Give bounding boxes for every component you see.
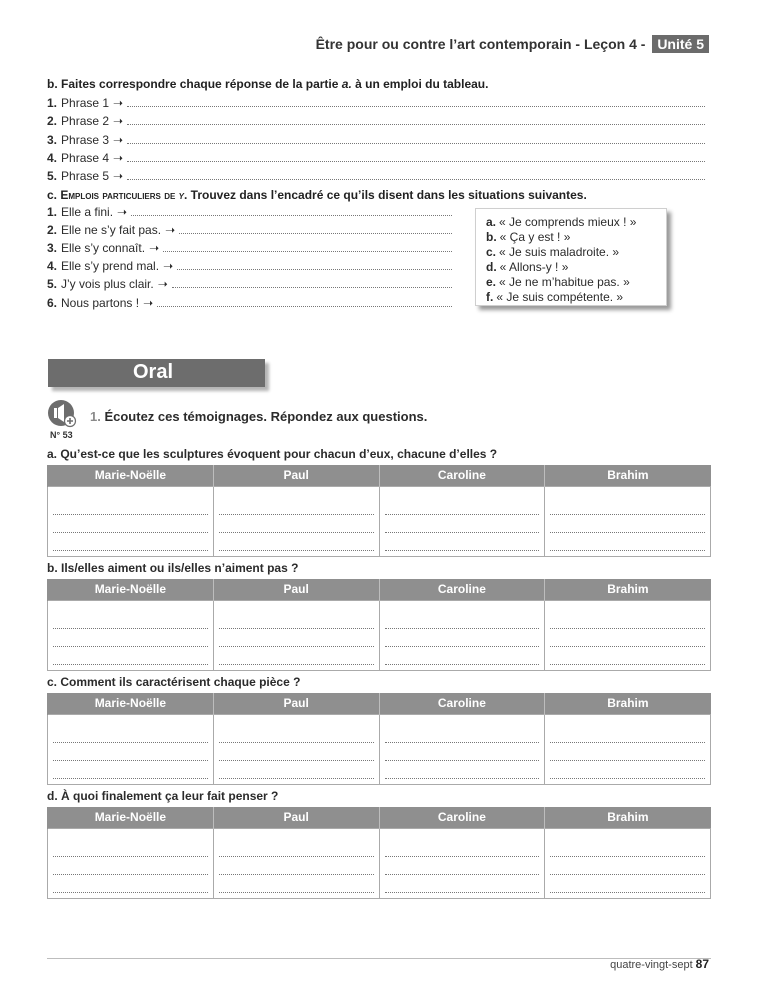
part-b-item-2[interactable] (47, 114, 705, 128)
item-number: 5. (47, 169, 58, 183)
answer-cell[interactable] (545, 600, 711, 670)
part-b-instruction (47, 77, 488, 91)
arrow-icon: ➝ (113, 151, 124, 165)
item-number: 6. (47, 296, 58, 310)
part-c-instruction-suffix: . Trouvez dans l’encadré ce qu’ils disent dans les situations suivantes. (184, 188, 587, 202)
answer-line[interactable] (127, 179, 705, 180)
item-text: Elle a fini. (61, 205, 114, 219)
answer-line[interactable] (172, 287, 452, 288)
part-c-instruction-y: y (178, 188, 184, 202)
answer-text: « Allons-y ! » (499, 260, 569, 274)
part-b-item-5[interactable] (47, 169, 705, 183)
column-header: Brahim (545, 579, 711, 600)
answer-text: « Ça y est ! » (499, 230, 571, 244)
column-header: Paul (213, 465, 379, 486)
arrow-icon: ➝ (113, 114, 124, 128)
page-footer (610, 957, 709, 971)
answer-text: « Je comprends mieux ! » (499, 215, 637, 229)
arrow-icon: ➝ (143, 296, 154, 310)
arrow-icon: ➝ (165, 223, 176, 237)
arrow-icon: ➝ (117, 205, 128, 219)
part-b-instruction-prefix: b. Faites correspondre chaque réponse de la partie (47, 77, 342, 91)
part-c-item-1[interactable] (47, 205, 452, 219)
column-header: Brahim (545, 465, 711, 486)
answer-line[interactable] (163, 251, 452, 252)
answer-line[interactable] (127, 124, 705, 125)
answer-box (475, 208, 667, 306)
item-number: 1. (47, 96, 58, 110)
exercise-title-text: Écoutez ces témoignages. Répondez aux questions. (100, 409, 428, 424)
item-text: Phrase 3 (61, 133, 110, 147)
answer-line[interactable] (127, 143, 705, 144)
item-number: 3. (47, 133, 58, 147)
answer-table-a (47, 465, 711, 557)
answer-cell[interactable] (48, 486, 214, 556)
question-d: d. À quoi finalement ça leur fait penser ? (47, 789, 279, 803)
answer-cell[interactable] (213, 714, 379, 784)
answer-line[interactable] (177, 269, 452, 270)
item-number: 5. (47, 277, 58, 291)
item-number: 3. (47, 241, 58, 255)
answer-cell[interactable] (379, 600, 545, 670)
column-header: Marie-Noëlle (48, 579, 214, 600)
arrow-icon: ➝ (149, 241, 160, 255)
column-header: Paul (213, 807, 379, 828)
table-row (48, 828, 711, 898)
item-text: Nous partons ! (61, 296, 140, 310)
answer-line[interactable] (157, 306, 452, 307)
part-c-item-3[interactable] (47, 241, 452, 255)
part-b-item-4[interactable] (47, 151, 705, 165)
item-text: J’y vois plus clair. (61, 277, 154, 291)
answer-key: d. (486, 260, 497, 274)
answer-key: a. (486, 215, 497, 229)
answer-cell[interactable] (48, 600, 214, 670)
answer-cell[interactable] (545, 714, 711, 784)
header-title: Être pour ou contre l’art contemporain - Leçon 4 - (315, 36, 646, 52)
item-text: Phrase 1 (61, 96, 110, 110)
answer-table-c (47, 693, 711, 785)
part-b-item-1[interactable] (47, 96, 705, 110)
column-header: Paul (213, 693, 379, 714)
answer-cell[interactable] (545, 486, 711, 556)
part-b-item-3[interactable] (47, 133, 705, 147)
table-header-row (48, 693, 711, 714)
answer-line[interactable] (127, 161, 705, 162)
column-header: Brahim (545, 807, 711, 828)
item-text: Elle ne s’y fait pas. (61, 223, 162, 237)
answer-option-e (486, 275, 666, 290)
answer-option-c (486, 245, 666, 260)
answer-option-b (486, 230, 666, 245)
arrow-icon: ➝ (113, 169, 124, 183)
item-number: 1. (47, 205, 58, 219)
item-text: Phrase 4 (61, 151, 110, 165)
item-text: Phrase 5 (61, 169, 110, 183)
item-number: 2. (47, 223, 58, 237)
part-c-item-2[interactable] (47, 223, 452, 237)
item-number: 2. (47, 114, 58, 128)
answer-key: f. (486, 290, 494, 304)
table-row (48, 714, 711, 784)
item-text: Phrase 2 (61, 114, 110, 128)
unit-badge: Unité 5 (652, 35, 709, 53)
answer-table-d (47, 807, 711, 899)
answer-option-f (486, 290, 666, 305)
column-header: Caroline (379, 465, 545, 486)
table-row (48, 486, 711, 556)
part-c-instruction-prefix: c. (47, 188, 61, 202)
question-b: b. Ils/elles aiment ou ils/elles n’aiment pas ? (47, 561, 299, 575)
answer-cell[interactable] (48, 828, 214, 898)
arrow-icon: ➝ (113, 96, 124, 110)
item-number: 4. (47, 151, 58, 165)
oral-section-banner (48, 359, 265, 387)
column-header: Paul (213, 579, 379, 600)
table-row (48, 600, 711, 670)
answer-table-b (47, 579, 711, 671)
answer-cell[interactable] (213, 600, 379, 670)
column-header: Caroline (379, 693, 545, 714)
page-header (316, 36, 709, 52)
answer-key: c. (486, 245, 497, 259)
column-header: Caroline (379, 579, 545, 600)
table-header-row (48, 465, 711, 486)
table-header-row (48, 807, 711, 828)
question-a: a. Qu’est-ce que les sculptures évoquent pour chacun d’eux, chacune d’elles ? (47, 447, 498, 461)
column-header: Brahim (545, 693, 711, 714)
answer-line[interactable] (127, 106, 705, 107)
part-b-instruction-suffix: à un emploi du tableau. (351, 77, 489, 91)
answer-cell[interactable] (48, 714, 214, 784)
answer-cell[interactable] (379, 828, 545, 898)
part-b-instruction-em: a. (341, 77, 352, 91)
question-c: c. Comment ils caractérisent chaque pièce ? (47, 675, 301, 689)
answer-key: b. (486, 230, 497, 244)
part-c-instruction (47, 188, 587, 202)
track-number: N° 53 (50, 430, 73, 440)
answer-line[interactable] (131, 215, 452, 216)
item-number: 4. (47, 259, 58, 273)
answer-cell[interactable] (545, 828, 711, 898)
answer-option-d (486, 260, 666, 275)
item-text: Elle s’y prend mal. (61, 259, 160, 273)
audio-track-icon[interactable] (47, 399, 77, 429)
answer-text: « Je suis maladroite. » (499, 245, 620, 259)
part-c-item-5[interactable] (47, 277, 452, 291)
answer-key: e. (486, 275, 497, 289)
answer-cell[interactable] (213, 828, 379, 898)
answer-option-a (486, 215, 666, 230)
page-number-words: quatre-vingt-sept (610, 959, 693, 971)
page-number: 87 (695, 957, 709, 971)
column-header: Marie-Noëlle (48, 693, 214, 714)
answer-cell[interactable] (379, 486, 545, 556)
arrow-icon: ➝ (113, 133, 124, 147)
answer-text: « Je ne m’habitue pas. » (499, 275, 630, 289)
answer-cell[interactable] (379, 714, 545, 784)
answer-cell[interactable] (213, 486, 379, 556)
part-c-instruction-smallcaps: Emplois particuliers de (60, 188, 179, 202)
item-text: Elle s’y connaît. (61, 241, 146, 255)
column-header: Marie-Noëlle (48, 465, 214, 486)
column-header: Caroline (379, 807, 545, 828)
arrow-icon: ➝ (163, 259, 174, 273)
arrow-icon: ➝ (157, 277, 168, 291)
exercise-number: 1. (90, 409, 101, 424)
column-header: Marie-Noëlle (48, 807, 214, 828)
table-header-row (48, 579, 711, 600)
oral-banner-label: Oral (132, 361, 174, 383)
part-c-item-4[interactable] (47, 259, 452, 273)
part-c-item-6[interactable] (47, 296, 452, 310)
exercise-title (90, 409, 427, 424)
answer-text: « Je suis compétente. » (496, 290, 624, 304)
answer-line[interactable] (179, 233, 452, 234)
